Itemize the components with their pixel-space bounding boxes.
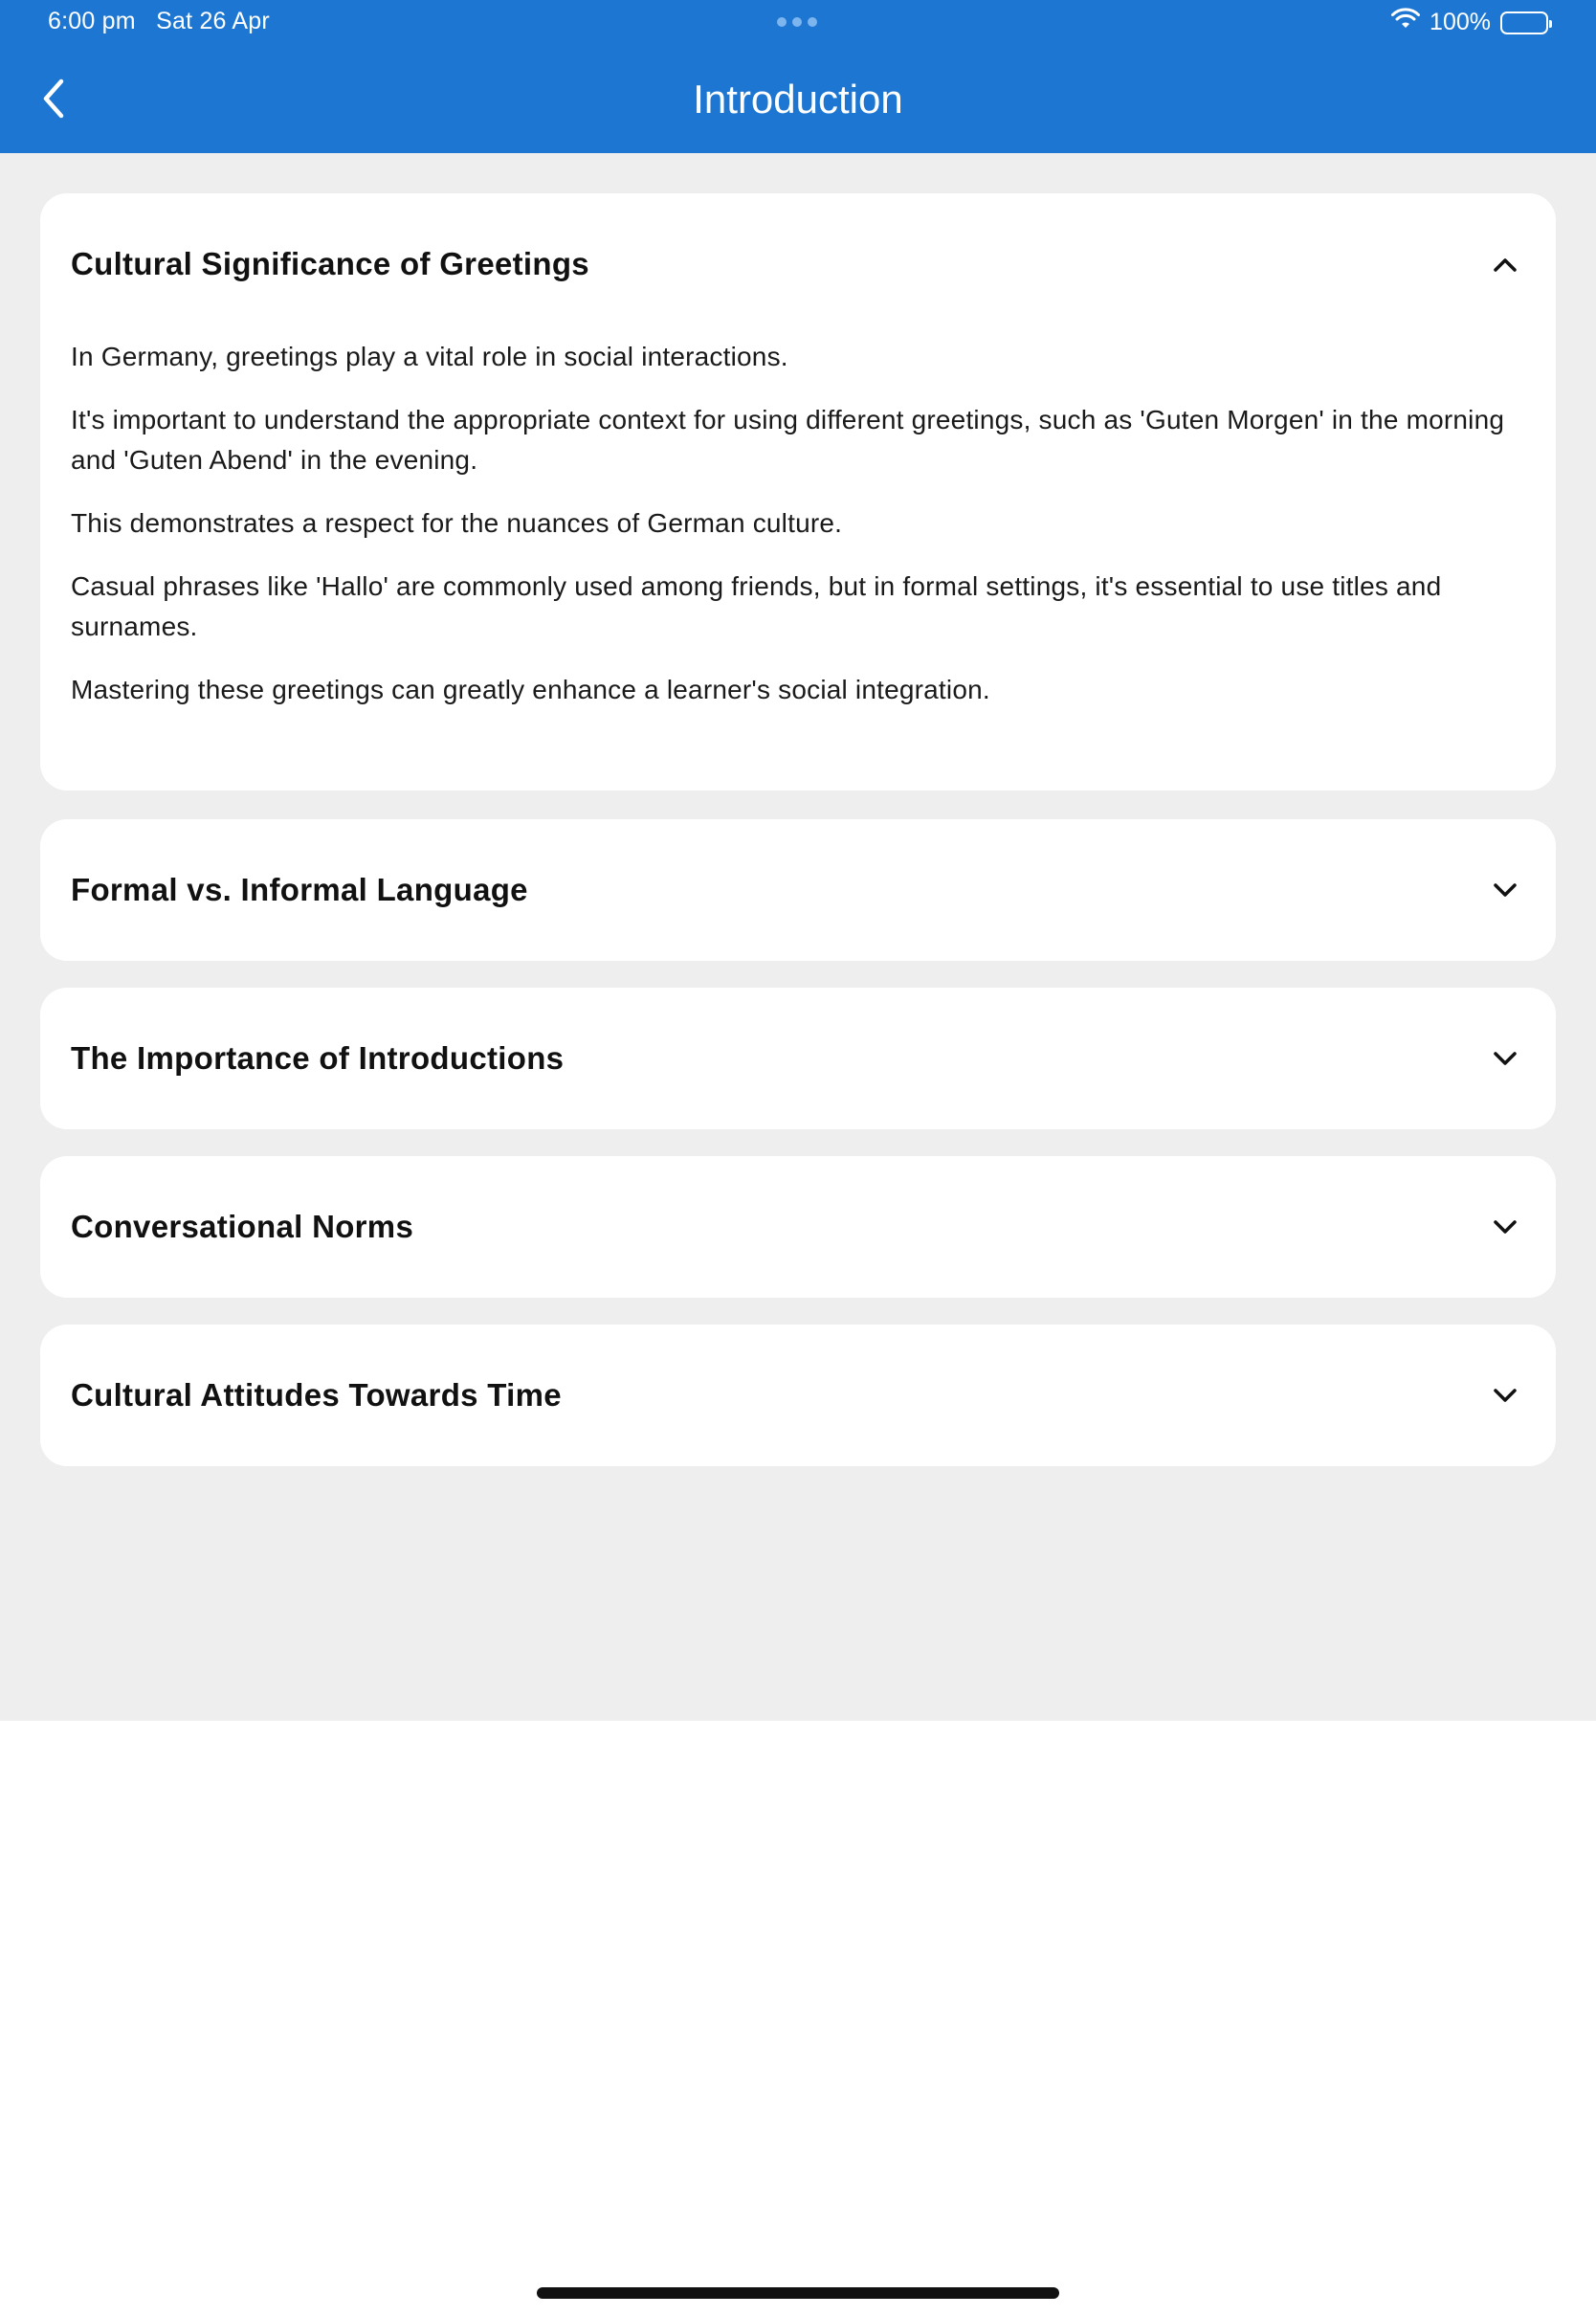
status-time-date xyxy=(48,8,270,35)
wifi-icon xyxy=(1391,8,1420,37)
status-date: Sat 26 Apr xyxy=(156,8,270,34)
section-paragraph: It's important to understand the appropriate context for using different greetings, such as 'Guten Morgen' in the morning and 'Guten Abend' in the evening. xyxy=(71,405,1505,475)
accordion-section-conversational-norms xyxy=(40,1156,1556,1298)
section-paragraph: In Germany, greetings play a vital role in social interactions. xyxy=(71,342,788,371)
accordion-header-greetings[interactable] xyxy=(40,193,1556,335)
accordion-body-greetings xyxy=(40,335,1556,768)
section-title: Cultural Significance of Greetings xyxy=(71,246,589,281)
status-right-group xyxy=(1391,8,1548,37)
home-indicator[interactable] xyxy=(537,2287,1059,2299)
accordion-header-attitudes-time[interactable] xyxy=(40,1325,1556,1466)
page-title: Introduction xyxy=(693,77,903,122)
battery-icon xyxy=(1500,11,1548,34)
chevron-up-icon[interactable] xyxy=(1491,250,1519,278)
section-title: Formal vs. Informal Language xyxy=(71,872,528,907)
content-area[interactable] xyxy=(0,153,1596,1721)
accordion-section-formal-informal xyxy=(40,819,1556,961)
section-paragraph: Mastering these greetings can greatly enhance a learner's social integration. xyxy=(71,675,990,704)
accordion-header-formal-informal[interactable] xyxy=(40,819,1556,961)
accordion-section-greetings xyxy=(40,193,1556,791)
navigation-header xyxy=(0,0,1596,153)
section-paragraph: This demonstrates a respect for the nuances of German culture. xyxy=(71,508,843,538)
accordion-header-conversational-norms[interactable] xyxy=(40,1156,1556,1298)
multitasking-dots-icon[interactable] xyxy=(777,17,817,27)
section-title: Cultural Attitudes Towards Time xyxy=(71,1377,562,1413)
chevron-down-icon[interactable] xyxy=(1491,876,1519,904)
section-title: Conversational Norms xyxy=(71,1209,414,1244)
accordion-header-introductions[interactable] xyxy=(40,988,1556,1129)
chevron-down-icon[interactable] xyxy=(1491,1381,1519,1410)
section-title: The Importance of Introductions xyxy=(71,1040,565,1076)
battery-percentage: 100% xyxy=(1430,9,1491,35)
section-paragraph: Casual phrases like 'Hallo' are commonly used among friends, but in formal settings, it's essential to use titles and surnames. xyxy=(71,571,1442,641)
chevron-down-icon[interactable] xyxy=(1491,1044,1519,1073)
accordion-section-attitudes-time xyxy=(40,1325,1556,1466)
status-time: 6:00 pm xyxy=(48,8,136,34)
accordion-section-introductions xyxy=(40,988,1556,1129)
chevron-down-icon[interactable] xyxy=(1491,1213,1519,1241)
